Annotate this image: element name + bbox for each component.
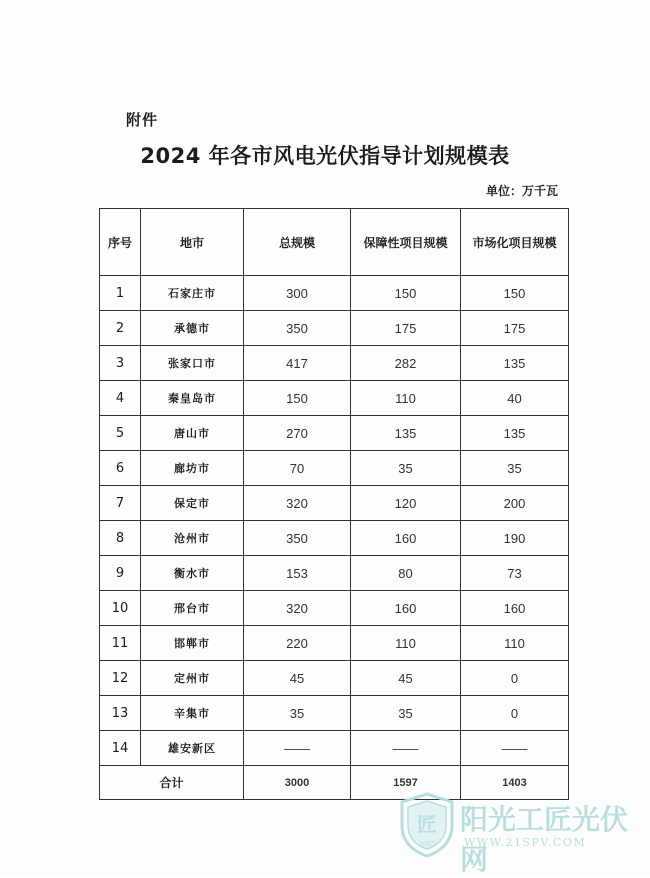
watermark-url: WWW.21SPV.COM [464,836,587,849]
row-market-scale: 160 [461,591,569,626]
header-market-scale: 市场化项目规模 [461,209,569,276]
row-total-scale: 45 [244,661,351,696]
row-index: 10 [100,591,141,626]
row-market-scale: 190 [461,521,569,556]
row-total-scale: 320 [244,486,351,521]
row-market-scale: 150 [461,276,569,311]
unit-label: 单位：万千瓦 [485,184,558,198]
row-index: 9 [100,556,141,591]
table-row [100,521,569,556]
row-market-scale: 200 [461,486,569,521]
table-row [100,346,569,381]
row-total-scale: 417 [244,346,351,381]
row-market-scale: 73 [461,556,569,591]
row-index: 5 [100,416,141,451]
row-total-scale: 150 [244,381,351,416]
row-total-scale: 220 [244,626,351,661]
table-row [100,311,569,346]
table-row [100,556,569,591]
row-index: 2 [100,311,141,346]
row-market-scale: 135 [461,416,569,451]
row-guaranteed-scale: 35 [351,451,461,486]
row-total-scale: 70 [244,451,351,486]
total-label: 合计 [100,766,244,800]
total-market-value: 1403 [461,766,569,800]
table-row [100,276,569,311]
row-total-scale: 153 [244,556,351,591]
header-index: 序号 [100,209,141,276]
row-city: 邯郸市 [141,626,244,661]
header-guaranteed-scale: 保障性项目规模 [351,209,461,276]
watermark [398,792,650,876]
total-scale-value: 3000 [244,766,351,800]
row-total-scale: 350 [244,521,351,556]
shield-year: 2003 [418,840,436,848]
row-city: 衡水市 [141,556,244,591]
table-row [100,696,569,731]
shield-logo-icon [398,792,456,858]
row-market-scale: 35 [461,451,569,486]
row-index: 7 [100,486,141,521]
row-city: 定州市 [141,661,244,696]
table-row [100,381,569,416]
row-total-scale: 35 [244,696,351,731]
shield-text: 匠 [417,812,437,836]
row-market-scale: 110 [461,626,569,661]
page-title: 2024 年各市风电光伏指导计划规模表 [140,144,510,168]
row-total-scale: —— [244,731,351,766]
total-guaranteed-value: 1597 [351,766,461,800]
row-market-scale: 135 [461,346,569,381]
table-body [100,276,569,766]
table-row [100,451,569,486]
row-city: 沧州市 [141,521,244,556]
row-total-scale: 350 [244,311,351,346]
row-city: 石家庄市 [141,276,244,311]
row-guaranteed-scale: 160 [351,521,461,556]
table-header-row [100,209,569,276]
row-city: 辛集市 [141,696,244,731]
header-total-scale: 总规模 [244,209,351,276]
table-row [100,416,569,451]
row-city: 张家口市 [141,346,244,381]
row-guaranteed-scale: 160 [351,591,461,626]
row-guaranteed-scale: 80 [351,556,461,591]
row-total-scale: 300 [244,276,351,311]
plan-scale-table [99,208,569,800]
row-index: 13 [100,696,141,731]
row-guaranteed-scale: 110 [351,381,461,416]
table-row [100,731,569,766]
row-city: 承德市 [141,311,244,346]
attachment-label: 附件 [126,111,159,129]
row-guaranteed-scale: 282 [351,346,461,381]
row-city: 雄安新区 [141,731,244,766]
row-city: 保定市 [141,486,244,521]
row-index: 12 [100,661,141,696]
table-row [100,626,569,661]
row-total-scale: 270 [244,416,351,451]
watermark-brand: 阳光工匠光伏网 [460,803,629,876]
row-market-scale: 40 [461,381,569,416]
row-index: 14 [100,731,141,766]
row-guaranteed-scale: 35 [351,696,461,731]
table-row [100,486,569,521]
row-guaranteed-scale: 150 [351,276,461,311]
row-guaranteed-scale: 135 [351,416,461,451]
table-row [100,591,569,626]
row-index: 3 [100,346,141,381]
row-index: 1 [100,276,141,311]
row-market-scale: 0 [461,661,569,696]
row-guaranteed-scale: 120 [351,486,461,521]
row-index: 4 [100,381,141,416]
row-market-scale: 175 [461,311,569,346]
row-index: 8 [100,521,141,556]
header-city: 地市 [141,209,244,276]
row-market-scale: 0 [461,696,569,731]
row-city: 秦皇岛市 [141,381,244,416]
row-index: 11 [100,626,141,661]
row-total-scale: 320 [244,591,351,626]
row-guaranteed-scale: 110 [351,626,461,661]
row-city: 廊坊市 [141,451,244,486]
row-guaranteed-scale: 175 [351,311,461,346]
row-guaranteed-scale: 45 [351,661,461,696]
row-city: 唐山市 [141,416,244,451]
row-index: 6 [100,451,141,486]
row-city: 邢台市 [141,591,244,626]
row-guaranteed-scale: —— [351,731,461,766]
table-row [100,661,569,696]
row-market-scale: —— [461,731,569,766]
